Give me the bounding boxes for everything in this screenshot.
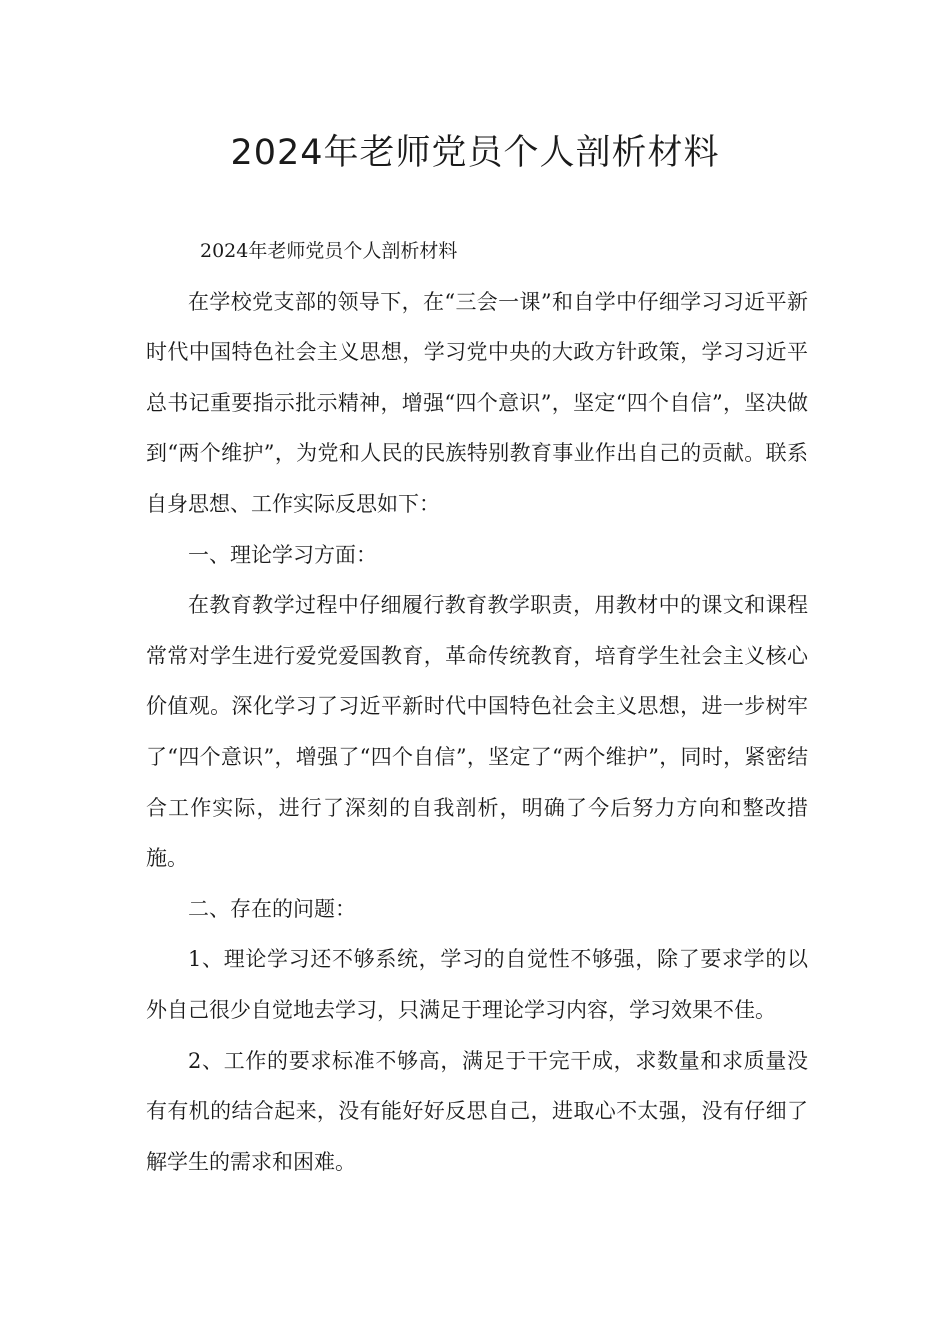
problem-item-2: 2、工作的要求标准不够高，满足于干完干成，求数量和求质量没有有机的结合起来，没有能好好反思自己，进取心不太强，没有仔细了解学生的需求和困难。	[146, 1048, 808, 1174]
subtitle-paragraph: 2024年老师党员个人剖析材料	[200, 240, 458, 262]
document-body	[146, 226, 808, 1187]
problem-item-1: 1、理论学习还不够系统，学习的自觉性不够强，除了要求学的以外自己很少自觉地去学习，只满足于理论学习内容，学习效果不佳。	[146, 947, 808, 1022]
intro-paragraph: 在学校党支部的领导下，在“三会一课”和自学中仔细学习习近平新时代中国特色社会主义思想，学习党中央的大政方针政策，学习习近平总书记重要指示批示精神，增强“四个意识”，坚定“四个自信”，坚决做到“两个维护”，为党和人民的民族特别教育事业作出自己的贡献。联系自身思想、工作实际反思如下：	[146, 289, 808, 516]
document-title: 2024年老师党员个人剖析材料	[230, 133, 720, 173]
section-heading-problems: 二、存在的问题：	[188, 896, 356, 921]
section-heading-theory: 一、理论学习方面：	[188, 542, 377, 567]
theory-paragraph: 在教育教学过程中仔细履行教育教学职责，用教材中的课文和课程常常对学生进行爱党爱国教育，革命传统教育，培育学生社会主义核心价值观。深化学习了习近平新时代中国特色社会主义思想，进一步树牢了“四个意识”，增强了“四个自信”，坚定了“两个维护”，同时，紧密结合工作实际，进行了深刻的自我剖析，明确了今后努力方向和整改措施。	[146, 593, 808, 871]
